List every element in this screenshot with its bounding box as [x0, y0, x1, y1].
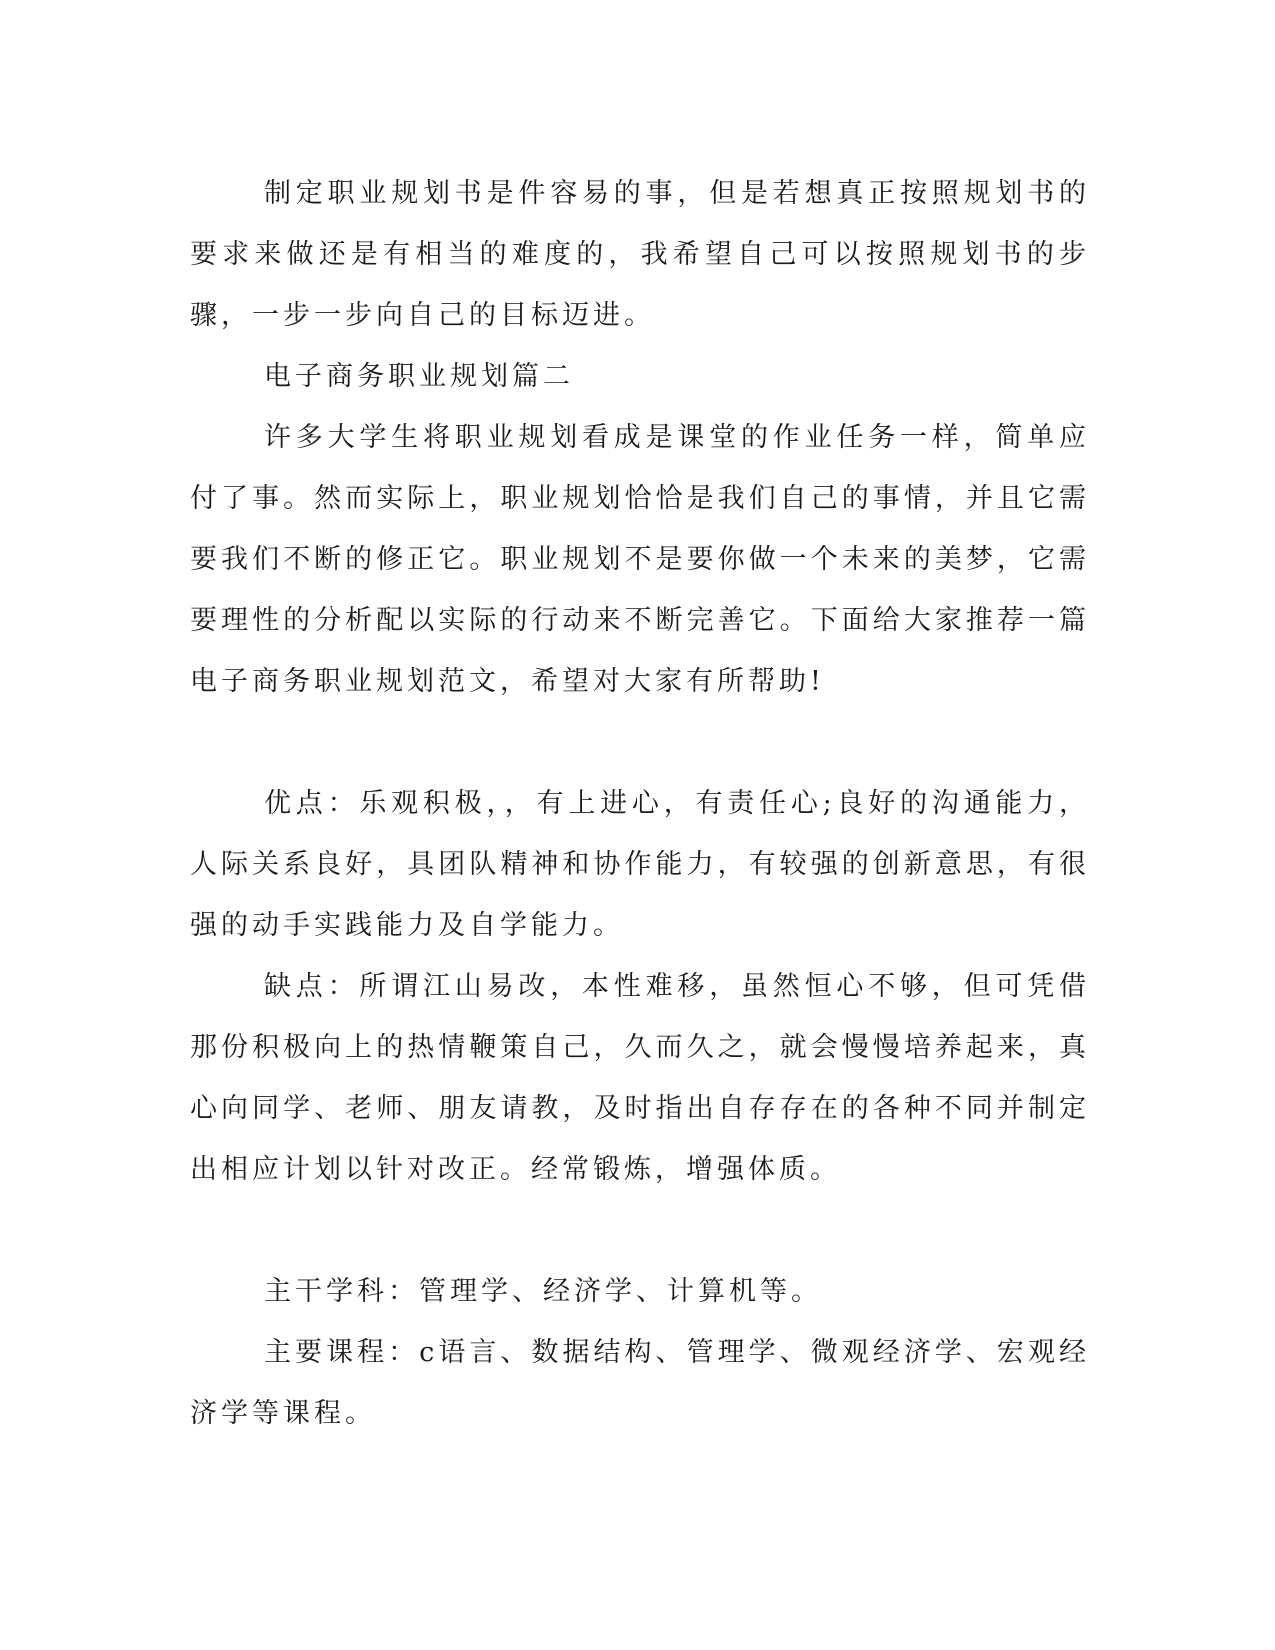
blank-line — [190, 712, 1090, 773]
paragraph-conclusion: 制定职业规划书是件容易的事，但是若想真正按照规划书的要求来做还是有相当的难度的，我希望自己可以按照规划书的步骤，一步一步向自己的目标迈进。 — [190, 178, 1090, 331]
section-heading: 电子商务职业规划篇二 — [264, 361, 574, 392]
document-body — [190, 163, 1090, 1444]
paragraph-strengths: 优点：乐观积极，，有上进心，有责任心;良好的沟通能力，人际关系良好，具团队精神和协作能力，有较强的创新意思，有很强的动手实践能力及自学能力。 — [190, 788, 1090, 941]
paragraph-main-courses: 主要课程：c语言、数据结构、管理学、微观经济学、宏观经济学等课程。 — [190, 1337, 1090, 1429]
paragraph-weaknesses: 缺点：所谓江山易改，本性难移，虽然恒心不够，但可凭借那份积极向上的热情鞭策自己，久而久之，就会慢慢培养起来，真心向同学、老师、朋友请教，及时指出自存存在的各种不同并制定出相应计划以针对改正。经常锻炼，增强体质。 — [190, 971, 1090, 1185]
paragraph-main-subjects: 主干学科：管理学、经济学、计算机等。 — [264, 1276, 822, 1307]
blank-line — [190, 1200, 1090, 1261]
paragraph-intro: 许多大学生将职业规划看成是课堂的作业任务一样，简单应付了事。然而实际上，职业规划恰恰是我们自己的事情，并且它需要我们不断的修正它。职业规划不是要你做一个未来的美梦，它需要理性的分析配以实际的行动来不断完善它。下面给大家推荐一篇电子商务职业规划范文，希望对大家有所帮助! — [190, 422, 1090, 697]
